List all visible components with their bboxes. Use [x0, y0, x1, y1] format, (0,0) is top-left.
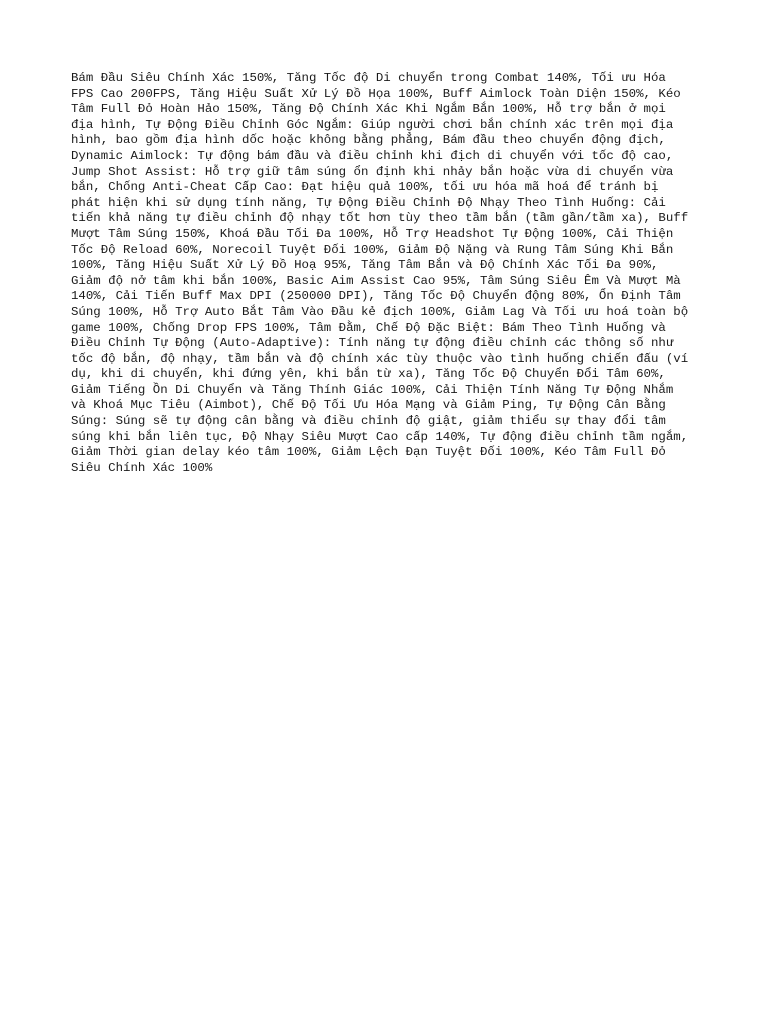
- document-body-text: Bám Đầu Siêu Chính Xác 150%, Tăng Tốc độ Di chuyển trong Combat 140%, Tối ưu Hóa FPS Cao 200FPS, Tăng Hiệu Suất Xử Lý Đồ Họa 100%, Buff Aimlock Toàn Diện 150%, Kéo Tâm Full Đỏ Hoàn Hảo 150%, Tăng Độ Chính Xác Khi Ngắm Bắn 100%, Hỗ trợ bắn ở mọi địa hình, Tự Động Điều Chỉnh Góc Ngắm: Giúp người chơi bắn chính xác trên mọi địa hình, bao gồm địa hình dốc hoặc không bằng phẳng, Bám đầu theo chuyển động địch, Dynamic Aimlock: Tự động bám đầu và điều chỉnh khi địch di chuyển với tốc độ cao, Jump Shot Assist: Hỗ trợ giữ tâm súng ổn định khi nhảy bắn hoặc vừa di chuyển vừa bắn, Chống Anti-Cheat Cấp Cao: Đạt hiệu quả 100%, tối ưu hóa mã hoá để tránh bị phát hiện khi sử dụng tính năng, Tự Động Điều Chỉnh Độ Nhạy Theo Tình Huống: Cải tiến khả năng tự điều chỉnh độ nhạy tốt hơn tùy theo tầm bắn (tầm gần/tầm xa), Buff Mượt Tâm Súng 150%, Khoá Đầu Tối Đa 100%, Hỗ Trợ Headshot Tự Động 100%, Cải Thiện Tốc Độ Reload 60%, Norecoil Tuyệt Đối 100%, Giảm Độ Nặng và Rung Tâm Súng Khi Bắn 100%, Tăng Hiệu Suất Xử Lý Đồ Hoạ 95%, Tăng Tâm Bắn và Độ Chính Xác Tối Đa 90%, Giảm độ nở tâm khi bắn 100%, Basic Aim Assist Cao 95%, Tâm Súng Siêu Êm Và Mượt Mà 140%, Cải Tiến Buff Max DPI (250000 DPI), Tăng Tốc Độ Chuyển động 80%, Ổn Định Tâm Súng 100%, Hỗ Trợ Auto Bắt Tâm Vào Đầu kẻ địch 100%, Giảm Lag Và Tối ưu hoá toàn bộ game 100%, Chống Drop FPS 100%, Tâm Đằm, Chế Độ Đặc Biệt: Bám Theo Tình Huống và Điều Chỉnh Tự Động (Auto-Adaptive): Tính năng tự động điều chỉnh các thông số như tốc độ bắn, độ nhạy, tầm bắn và độ chính xác tùy thuộc vào tình huống chiến đấu (ví dụ, khi di chuyển, khi đứng yên, khi bắn từ xa), Tăng Tốc Độ Chuyển Đổi Tâm 60%, Giảm Tiếng Ồn Di Chuyển và Tăng Thính Giác 100%, Cải Thiện Tính Năng Tự Động Nhắm và Khoá Mục Tiêu (Aimbot), Chế Độ Tối Ưu Hóa Mạng và Giảm Ping, Tự Động Cân Bằng Súng: Súng sẽ tự động cân bằng và điều chỉnh độ giật, giảm thiểu sự thay đổi tâm súng khi bắn liên tục, Độ Nhạy Siêu Mượt Cao cấp 140%, Tự động điều chỉnh tầm ngắm, Giảm Thời gian delay kéo tâm 100%, Giảm Lệch Đạn Tuyệt Đối 100%, Kéo Tâm Full Đỏ Siêu Chính Xác 100%: [71, 71, 689, 475]
